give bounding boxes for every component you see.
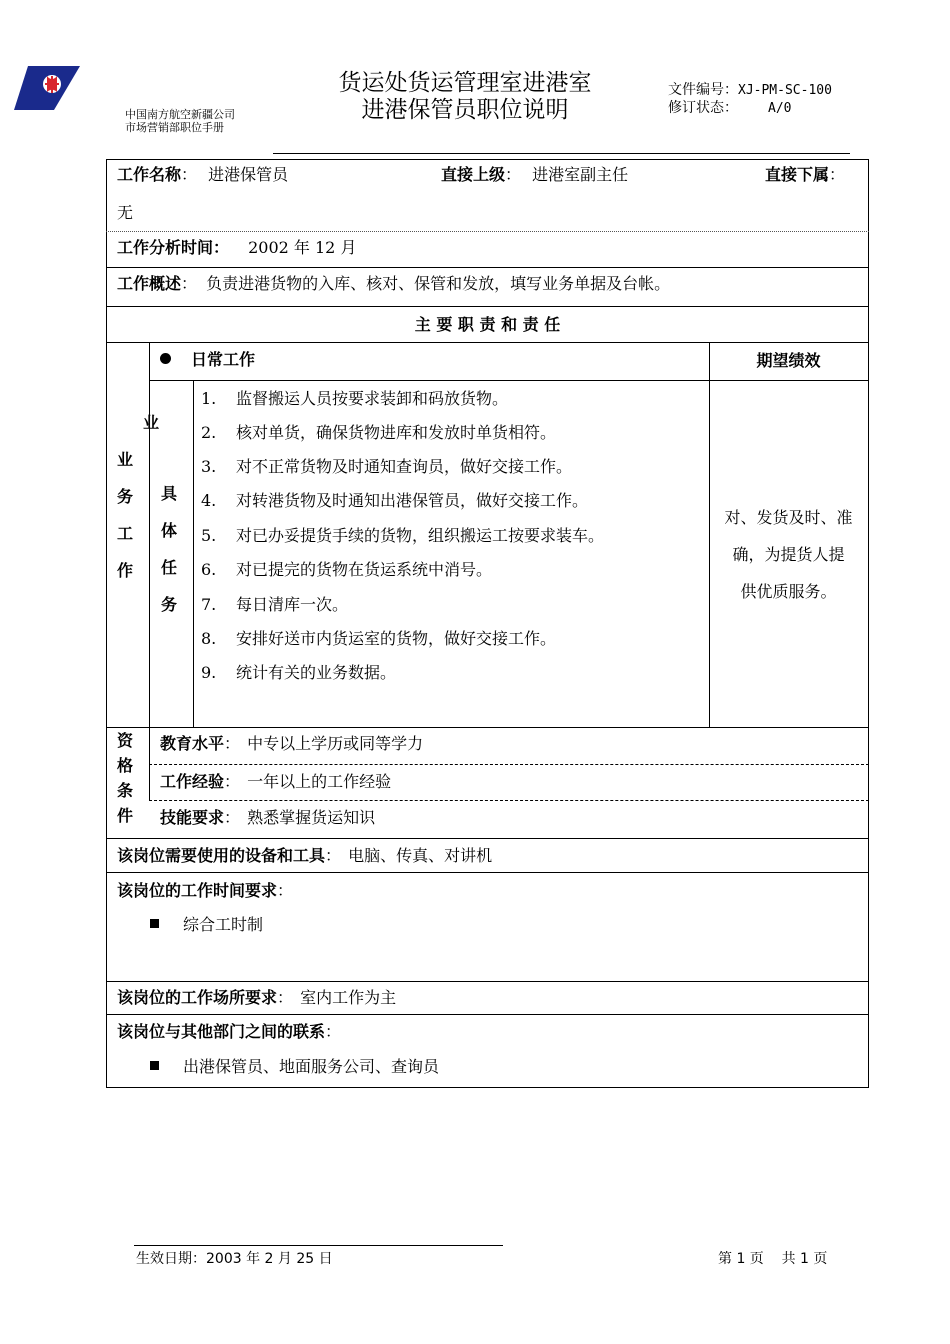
square-bullet-icon [150, 919, 159, 928]
skills-label: 技能要求 [160, 808, 225, 827]
job-name-label: 工作名称 [117, 165, 182, 184]
table-top-border [106, 159, 869, 160]
job-name-field: 工作名称： 进港保管员 [117, 165, 289, 184]
daily-work-heading [160, 347, 255, 370]
summary-label: 工作概述 [117, 274, 182, 293]
doc-number [668, 82, 832, 99]
task-item: 6. 对已提完的货物在货运系统中消号。 [201, 560, 493, 579]
expected-performance [709, 499, 868, 610]
row-divider [106, 727, 869, 728]
subordinate-label: 直接下属 [765, 165, 830, 184]
page-title [300, 70, 630, 124]
equipment-label: 该岗位需要使用的设备和工具 [117, 846, 326, 865]
relations-item [150, 1054, 439, 1077]
revision-status [668, 100, 791, 117]
page-number: 第 1 页 共 1 页 [718, 1251, 828, 1267]
qualifications-label: 资格条件 [116, 731, 133, 825]
manual-name: 市场营销部职位手册 [125, 121, 224, 134]
row-divider [106, 231, 869, 232]
table-left-border [106, 159, 107, 1087]
equipment-field: 该岗位需要使用的设备和工具： 电脑、传真、对讲机 [117, 846, 493, 865]
row-divider [149, 800, 869, 801]
work-time-label: 该岗位的工作时间要求 [117, 881, 278, 900]
education-label: 教育水平 [160, 734, 225, 753]
row-divider [106, 306, 869, 307]
table-right-border [868, 159, 869, 1087]
subordinate-field: 直接下属： [765, 165, 846, 184]
company-name: 中国南方航空新疆公司 [125, 108, 235, 121]
doc-number-label: 文件编号： [668, 82, 738, 98]
title-line-2: 进港保管员职位说明 [361, 97, 569, 123]
analysis-time-label: 工作分析时间： [117, 238, 230, 257]
stray-character: 业 [143, 413, 160, 432]
skills-field: 技能要求： 熟悉掌握货运知识 [160, 808, 376, 827]
task-item: 5. 对已办妥提货手续的货物，组织搬运工按要求装车。 [201, 526, 605, 545]
summary-value: 负责进港货物的入库、核对、保管和发放，填写业务单据及台帐。 [206, 274, 671, 293]
skills-value: 熟悉掌握货运知识 [247, 808, 376, 827]
square-bullet-icon [150, 1061, 159, 1070]
task-item: 9. 统计有关的业务数据。 [201, 663, 397, 682]
education-value: 中专以上学历或同等学力 [247, 734, 424, 753]
experience-label: 工作经验 [160, 772, 225, 791]
equipment-value: 电脑、传真、对讲机 [348, 846, 493, 865]
performance-line: 对、发货及时、准 [724, 508, 853, 527]
superior-label: 直接上级 [441, 165, 506, 184]
task-item: 7. 每日清库一次。 [201, 595, 349, 614]
relations-field: 该岗位与其他部门之间的联系： [117, 1022, 342, 1041]
experience-value: 一年以上的工作经验 [247, 772, 392, 791]
work-time-item [150, 912, 263, 935]
task-item: 8. 安排好送市内货运室的货物，做好交接工作。 [201, 629, 557, 648]
superior-field: 直接上级： 进港室副主任 [441, 165, 629, 184]
subordinate-value: 无 [117, 203, 134, 222]
job-name-value: 进港保管员 [208, 165, 289, 184]
business-work-label: 业务工作 [116, 450, 133, 580]
revision-value: A/0 [768, 101, 792, 116]
relations-value: 出港保管员、地面服务公司、查询员 [183, 1057, 440, 1076]
relations-label: 该岗位与其他部门之间的联系 [117, 1022, 326, 1041]
task-item: 4. 对转港货物及时通知出港保管员，做好交接工作。 [201, 491, 589, 510]
header-rule [273, 153, 850, 154]
row-divider [106, 342, 869, 343]
performance-line: 确，为提货人提 [732, 545, 845, 564]
subcategory-column-line [193, 380, 194, 727]
airline-logo [14, 62, 82, 114]
row-divider [106, 838, 869, 839]
work-place-value: 室内工作为主 [300, 988, 397, 1007]
work-place-field: 该岗位的工作场所要求： 室内工作为主 [117, 988, 397, 1007]
row-divider [106, 267, 869, 268]
table-bottom-border [106, 1087, 869, 1088]
work-place-label: 该岗位的工作场所要求 [117, 988, 278, 1007]
task-item: 3. 对不正常货物及时通知查询员，做好交接工作。 [201, 457, 573, 476]
analysis-time-field [117, 235, 356, 258]
work-time-value: 综合工时制 [183, 915, 264, 934]
summary-field: 工作概述： 负责进港货物的入库、核对、保管和发放，填写业务单据及台帐。 [117, 274, 671, 293]
row-divider [106, 1014, 869, 1015]
row-divider [149, 380, 869, 381]
performance-heading: 期望绩效 [756, 351, 821, 370]
work-time-field: 该岗位的工作时间要求： [117, 881, 294, 900]
title-line-1: 货运处货运管理室进港室 [338, 70, 592, 96]
bullet-icon [160, 353, 171, 364]
revision-label: 修订状态： [668, 100, 738, 116]
row-divider [106, 981, 869, 982]
duties-section-title: 主 要 职 责 和 责 任 [414, 315, 561, 334]
row-divider [106, 872, 869, 873]
performance-line: 供优质服务。 [740, 582, 837, 601]
task-item: 2. 核对单货，确保货物进库和发放时单货相符。 [201, 423, 557, 442]
task-item: 1. 监督搬运人员按要求装卸和码放货物。 [201, 389, 509, 408]
superior-value: 进港室副主任 [532, 165, 629, 184]
daily-work-label: 日常工作 [191, 350, 256, 369]
effective-date: 生效日期：2003 年 2 月 25 日 [136, 1251, 333, 1267]
footer-rule [134, 1245, 503, 1246]
education-field: 教育水平： 中专以上学历或同等学力 [160, 734, 424, 753]
analysis-time-value: 2002 年 12 月 [248, 238, 357, 257]
row-divider [149, 764, 869, 765]
specific-tasks-label: 具体任务 [160, 484, 177, 614]
doc-number-value: XJ-PM-SC-100 [738, 83, 832, 98]
experience-field: 工作经验： 一年以上的工作经验 [160, 772, 392, 791]
